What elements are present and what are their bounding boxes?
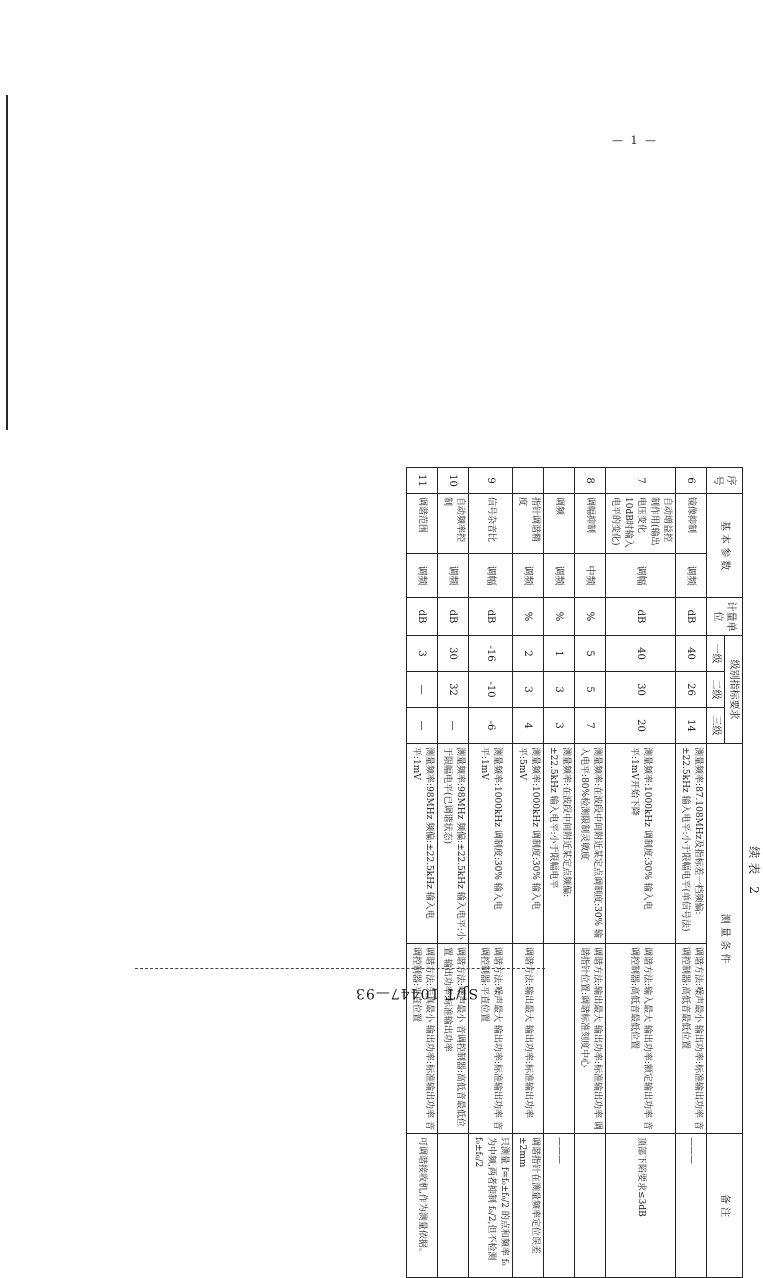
row-signal: 测量频率:1000kHz 调制度:30% 输入电平:1mV	[469, 744, 513, 944]
row-unit: dB	[676, 598, 707, 636]
row-param: 调频	[676, 554, 707, 598]
row-remarks	[575, 1134, 606, 1278]
row-grade2: 32	[438, 672, 469, 708]
row-signal: 测量频率:98MHz 频偏:±22.5kHz 输入电平:小于限幅电平(已调谐状态)	[438, 744, 469, 944]
row-param: 调幅	[469, 554, 513, 598]
header-seq: 序号	[707, 468, 743, 494]
table-caption: 续表 2	[747, 846, 761, 898]
row-param: 调频	[544, 554, 575, 598]
row-grade2: 3	[513, 672, 544, 708]
row-grade3: —	[407, 708, 438, 744]
row-grade2: 5	[575, 672, 606, 708]
row-method: 调谐方法:噪声最小 音调控制器:高低音最低位置 输出功率:标准输出功率	[438, 944, 469, 1134]
row-method	[544, 944, 575, 1134]
row-grade3: —	[438, 708, 469, 744]
row-remarks: 调谐指针在测量频率定位误差±2mm	[513, 1134, 544, 1278]
page-mark: — 1 —	[612, 134, 658, 147]
row-grade1: 30	[438, 636, 469, 672]
row-method: 调谐方法:输出最大 输出功率:标准输出功率	[513, 944, 544, 1134]
row-unit: dB	[407, 598, 438, 636]
row-grade3: 20	[606, 708, 676, 744]
row-seq: 7	[606, 468, 676, 494]
row-grade3: 7	[575, 708, 606, 744]
row-seq: 8	[575, 468, 606, 494]
row-grade2: -10	[469, 672, 513, 708]
row-signal: 测量频率:1000kHz 调制度:30% 输入电平:1mV开始下降	[606, 744, 676, 944]
table-row	[438, 468, 469, 1278]
row-remarks: 可调谐接收机,作为测量依据。	[407, 1134, 438, 1278]
row-grade3: 14	[676, 708, 707, 744]
table-row	[407, 468, 438, 1278]
row-group: 调幅抑制	[575, 494, 606, 554]
row-param: 调频	[438, 554, 469, 598]
row-group: 自动增益控制作用(输出电压变化10dB时输入电平的变化)	[606, 494, 676, 554]
header-grade1: 一级	[707, 636, 725, 672]
row-signal: 测量频率:98MHz 频偏:±22.5kHz 输入电平:1mV	[407, 744, 438, 944]
row-group: 镜像抑制	[676, 494, 707, 554]
row-unit: %	[544, 598, 575, 636]
row-unit: %	[513, 598, 544, 636]
page-footer: SJ/T 10447—93	[355, 985, 479, 1001]
row-method: 调谐方法:输出最大 输出功率:标准输出功率 调谐指针位置:调谐标准刻度中心	[575, 944, 606, 1134]
row-grade3: 3	[544, 708, 575, 744]
row-group: 自动频率控制	[438, 494, 469, 554]
header-grade2: 二级	[707, 672, 725, 708]
row-param: 调幅	[606, 554, 676, 598]
row-remarks	[438, 1134, 469, 1278]
table-row	[513, 468, 544, 1278]
row-method: 调谐方法:失真最小 输出功率:标准输出功率 音调控制器:平直位置	[407, 944, 438, 1134]
row-group: 信号杂音比	[469, 494, 513, 554]
row-unit: dB	[606, 598, 676, 636]
header-limits: 级别指标要求	[725, 636, 743, 744]
row-param: 调频	[513, 554, 544, 598]
table-row	[676, 468, 707, 1278]
row-grade1: 40	[676, 636, 707, 672]
row-method: 调谐方法:输入最大 输出功率:额定输出功率 音调控制器:高低音最低位置	[606, 944, 676, 1134]
rotated-table	[263, 467, 763, 1277]
row-unit: dB	[469, 598, 513, 636]
row-group: 调谐范围	[407, 494, 438, 554]
row-param: 调频	[407, 554, 438, 598]
row-grade2: 26	[676, 672, 707, 708]
row-seq: 9	[469, 468, 513, 494]
row-method: 调谐方法:噪声最大 输出功率:标准输出功率 音调控制器:平直位置	[469, 944, 513, 1134]
row-grade1: 2	[513, 636, 544, 672]
row-grade2: 30	[606, 672, 676, 708]
row-seq: 6	[676, 468, 707, 494]
header-conditions: 测 量 条 件	[707, 744, 743, 1134]
row-remarks: ———	[544, 1134, 575, 1278]
bottom-rule	[135, 968, 545, 969]
row-grade2: —	[407, 672, 438, 708]
row-remarks: 顶部下陷要求≤3dB	[606, 1134, 676, 1278]
row-grade1: 3	[407, 636, 438, 672]
row-group: 指针调谐精度	[513, 494, 544, 554]
table-body	[407, 468, 707, 1278]
header-param: 基 本 参 数	[707, 494, 743, 598]
table-row	[469, 468, 513, 1278]
header-remarks: 备 注	[707, 1134, 743, 1278]
row-grade1: 5	[575, 636, 606, 672]
row-remarks: ———	[676, 1134, 707, 1278]
row-remarks: 只测量 f=f₀±f₀/2 的点和频率 f₀ 为中频,两者抑制 f₀/2,但不检测 f₀±f₀/2	[469, 1134, 513, 1278]
row-unit: %	[575, 598, 606, 636]
row-signal: 测量频率:在波段中间附近某定点频偏:±22.5kHz 输入电平:小于限幅电平	[544, 744, 575, 944]
row-unit: dB	[438, 598, 469, 636]
table-row	[606, 468, 676, 1278]
row-grade1: -16	[469, 636, 513, 672]
row-seq	[513, 468, 544, 494]
row-grade2: 3	[544, 672, 575, 708]
margin-rule	[6, 95, 8, 430]
header-unit: 计量单位	[707, 598, 743, 636]
row-grade3: -6	[469, 708, 513, 744]
spec-table	[406, 467, 743, 1278]
row-grade1: 40	[606, 636, 676, 672]
row-grade3: 4	[513, 708, 544, 744]
row-param: 中频	[575, 554, 606, 598]
table-row	[575, 468, 606, 1278]
row-seq: 10	[438, 468, 469, 494]
row-grade1: 1	[544, 636, 575, 672]
row-seq: 11	[407, 468, 438, 494]
table-row	[544, 468, 575, 1278]
row-method: 调谐方法:噪声最小 输出功率:标准输出功率 音调控制器:高低音最低位置	[676, 944, 707, 1134]
row-group: 调频	[544, 494, 575, 554]
row-signal: 测量频率:1000kHz 调制度:30% 输入电平:5mV	[513, 744, 544, 944]
row-signal: 测量频率:87.108MHz及指标差一档频偏:±22.5kHz 输入电平:小于限幅电平(单信号法)	[676, 744, 707, 944]
row-signal: 测量频率:在波段中间附近某定点调制度:30% 输入电平:80%检测限制灵敏度	[575, 744, 606, 944]
header-row	[725, 468, 743, 1278]
header-grade3: 三级	[707, 708, 725, 744]
row-seq	[544, 468, 575, 494]
